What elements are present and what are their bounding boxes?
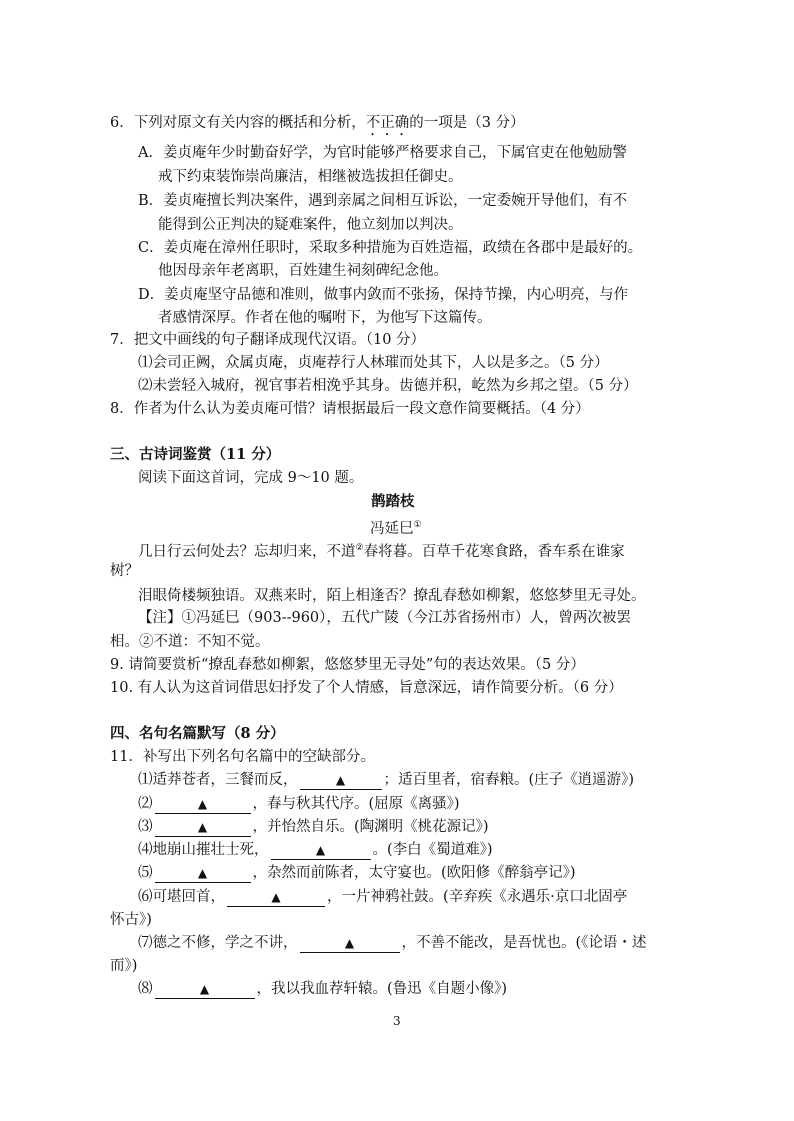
poem-note-line1: 【注】①冯延巳（903--960），五代广陵（今江苏省扬州市）人，曾两次被罢 [138, 610, 631, 626]
fill-item-4-post: 。(李白《蜀道难》) [372, 842, 493, 858]
fill-item-2 [138, 793, 460, 815]
fill-item-1 [138, 769, 634, 791]
fill-item-1-post: ；适百里者，宿舂粮。(庄子《逍遥游》) [383, 772, 635, 788]
fill-item-4-pre: ⑷地崩山摧壮士死， [138, 842, 269, 858]
option-d-line1: D．姜贞庵坚守品德和准则，做事内敛而不张扬，保持节操，内心明亮，与作 [138, 287, 629, 303]
fill-item-6-post: ，一片神鸦社鼓。(辛弃疾《永遇乐·京口北固亭 [327, 889, 628, 905]
fill-item-7 [138, 932, 646, 954]
fill-item-5 [138, 862, 576, 884]
question-11-stem: 11．补写出下列名句名篇中的空缺部分。 [110, 749, 375, 765]
fill-item-5-post: ，杂然而前陈者，太守宴也。(欧阳修《醉翁亭记》) [252, 865, 576, 881]
section-4-heading: 四、名句名篇默写（8 分） [110, 725, 285, 742]
fill-item-2-post: ，春与秋其代序。(屈原《离骚》) [252, 796, 460, 812]
option-a-line1: A．姜贞庵年少时勤奋好学，为官时能够严格要求自己，下属官吏在他勉励警 [138, 145, 627, 161]
poem-author-name: 冯延巳 [370, 520, 414, 537]
fill-item-4 [138, 839, 493, 861]
poem-line-2: 泪眼倚楼频独语。双燕来时，陌上相逢否？撩乱春愁如柳絮，悠悠梦里无寻处。 [138, 588, 646, 604]
page-number: 3 [393, 1014, 401, 1028]
fill-blank-2[interactable]: ▲ [155, 795, 251, 814]
option-b-line1: B．姜贞庵擅长判决案件，遇到亲属之间相互诉讼，一定委婉开导他们，有不 [138, 193, 628, 209]
fill-item-3-post: ，并怡然自乐。(陶渊明《桃花源记》) [252, 819, 489, 835]
fill-item-6-cont: 怀古》) [110, 912, 152, 928]
option-c-line2: 他因母亲年老离职，百姓建生祠刻碑纪念他。 [158, 263, 448, 279]
fill-blank-3[interactable]: ▲ [155, 818, 251, 837]
option-a-line2: 戒下约束装饰崇尚廉洁，相继被选拔担任御史。 [158, 169, 463, 185]
question-6-stem-before: 6．下列对原文有关内容的概括和分析， [110, 115, 366, 131]
fill-blank-7[interactable]: ▲ [300, 934, 400, 953]
poem-line-1-cont: 树？ [110, 563, 139, 579]
poem-line-1-part-b: 春将暮。百草千花寒食路，香车系在谁家 [363, 543, 625, 560]
author-footnote-mark: ① [413, 520, 422, 530]
fill-item-6 [138, 886, 627, 908]
fill-blank-8[interactable]: ▲ [155, 980, 255, 999]
question-7-sentence-1: ⑴会司正阙，众属贞庵，贞庵荐行人林璀而处其下，人以是多之。（5 分） [138, 355, 609, 371]
fill-item-3 [138, 816, 489, 838]
option-d-line2: 者感情深厚。作者在他的嘱咐下，为他写下这篇传。 [158, 310, 492, 326]
question-6-stem [110, 112, 525, 139]
fill-item-2-pre: ⑵ [138, 796, 153, 812]
option-c-line1: C．姜贞庵在漳州任职时，采取多种措施为百姓造福，政绩在各郡中是最好的。 [138, 240, 643, 256]
fill-item-8-post: ，我以我血荐轩辕。(鲁迅《自题小像》) [256, 981, 508, 997]
fill-item-1-pre: ⑴适莽苍者，三餐而反， [138, 772, 298, 788]
fill-item-8-pre: ⑻ [138, 981, 153, 997]
fill-blank-5[interactable]: ▲ [155, 864, 251, 883]
question-10-stem: 10. 有人认为这首词借思妇抒发了个人情感，旨意深远，请作简要分析。（6 分） [110, 680, 623, 696]
fill-item-8 [138, 978, 507, 1000]
poem-line-1 [138, 537, 625, 563]
section-3-intro: 阅读下面这首词，完成 9～10 题。 [138, 470, 364, 486]
fill-blank-1[interactable]: ▲ [300, 771, 382, 790]
section-3-heading: 三、古诗词鉴赏（11 分） [110, 446, 281, 463]
question-8-stem: 8．作者为什么认为姜贞庵可惜？请根据最后一段文意作简要概括。（4 分） [110, 401, 590, 417]
fill-item-3-pre: ⑶ [138, 819, 153, 835]
fill-item-7-cont: 而》) [110, 958, 138, 974]
question-9-stem: 9. 请简要赏析“撩乱春愁如柳絮，悠悠梦里无寻处”句的表达效果。（5 分） [110, 657, 585, 673]
fill-blank-4[interactable]: ▲ [271, 841, 371, 860]
option-b-line2: 能得到公正判决的疑难案件，他立刻加以判决。 [158, 217, 463, 233]
poem-footnote-mark: ② [355, 543, 364, 553]
question-6-stem-after: 的一项是（3 分） [409, 115, 525, 131]
fill-item-5-pre: ⑸ [138, 865, 153, 881]
question-6-emphasis: 不正确 [365, 115, 410, 131]
question-7-stem: 7．把文中画线的句子翻译成现代汉语。（10 分） [110, 332, 426, 348]
fill-blank-6[interactable]: ▲ [227, 888, 325, 907]
fill-item-7-pre: ⑺德之不修，学之不讲， [138, 935, 298, 951]
poem-line-1-part-a: 几日行云何处去？忘却归来，不道 [138, 543, 356, 560]
fill-item-7-post: ，不善不能改，是吾忧也。(《论语・述 [401, 935, 647, 951]
poem-author [370, 514, 422, 540]
question-7-sentence-2: ⑵未尝轻入城府，视官事若相浼乎其身。齿德并积，屹然为乡邦之望。（5 分） [138, 378, 638, 394]
poem-note-line2: 相。②不道：不知不觉。 [110, 634, 270, 650]
poem-title: 鹊踏枝 [371, 494, 415, 510]
fill-item-6-pre: ⑹可堪回首， [138, 889, 225, 905]
